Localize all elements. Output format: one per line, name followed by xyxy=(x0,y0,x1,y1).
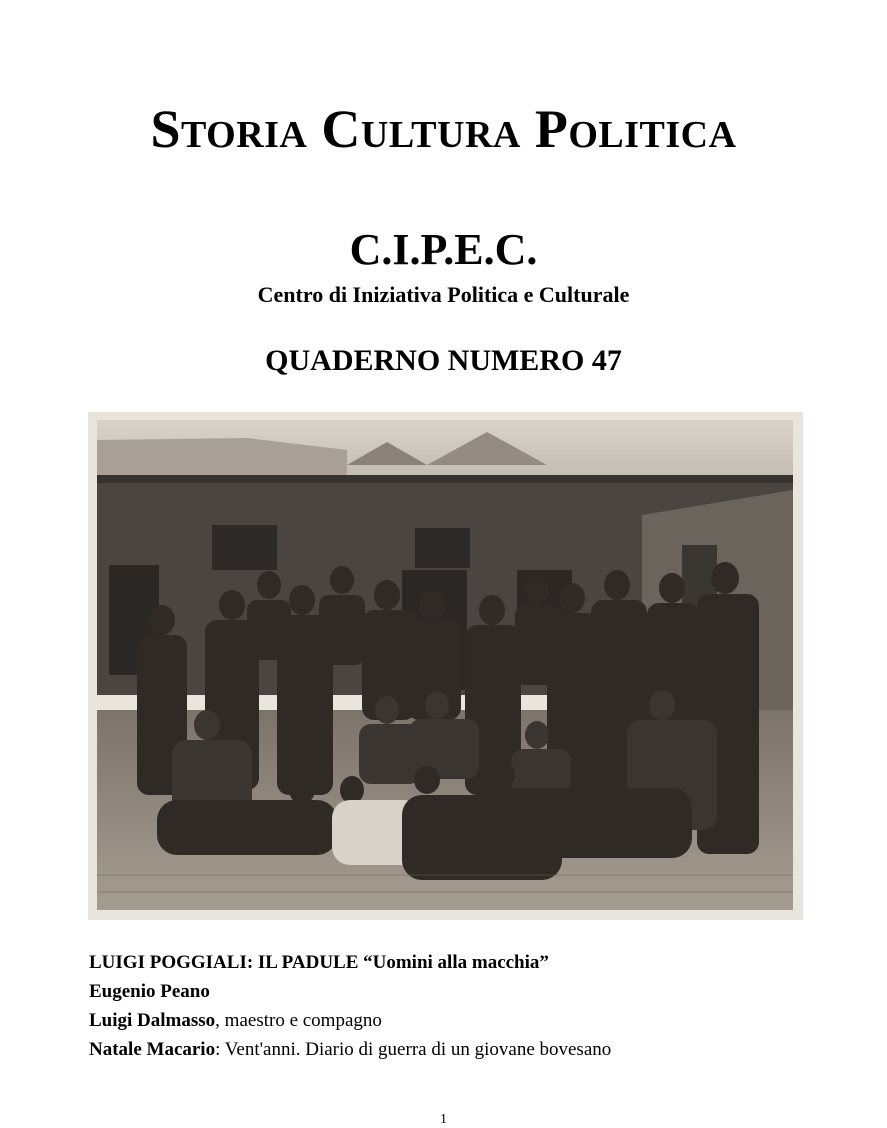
contents-item-title: : Vent'anni. Diario di guerra di un giovane bovesano xyxy=(215,1039,612,1060)
contents-item xyxy=(89,977,869,1006)
organization-full-name: Centro di Iniziativa Politica e Culturale xyxy=(257,282,630,307)
page-number: 1 xyxy=(440,1112,447,1127)
contents-item xyxy=(89,1006,869,1035)
contents-item-author: Luigi Dalmasso xyxy=(89,1010,216,1031)
document-title: Storia Cultura Politica xyxy=(150,99,737,159)
contents-item-author: Eugenio Peano xyxy=(89,981,210,1002)
cover-photo xyxy=(88,412,803,920)
contents-item-author: Natale Macario xyxy=(89,1039,216,1060)
group-photo-illustration xyxy=(97,420,793,910)
contents-item-author: LUIGI POGGIALI: IL PADULE “Uomini alla macchia” xyxy=(89,952,549,973)
issue-number: QUADERNO NUMERO 47 xyxy=(265,344,622,377)
organization-acronym: C.I.P.E.C. xyxy=(349,225,538,274)
contents-item xyxy=(89,1035,869,1064)
contents-item xyxy=(89,948,869,977)
contents-item-title: , maestro e compagno xyxy=(215,1010,382,1031)
contents-list xyxy=(89,948,869,1064)
